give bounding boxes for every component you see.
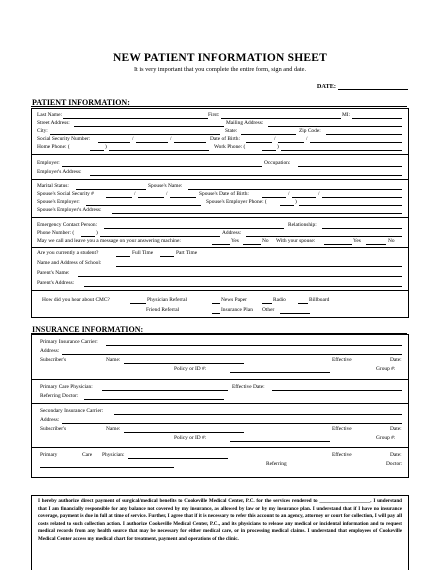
home-area-line[interactable] (90, 144, 104, 151)
first-name-line[interactable] (221, 112, 341, 119)
date-field (317, 82, 408, 90)
date-label: DATE: (316, 83, 336, 90)
spouse-name-line[interactable] (188, 183, 402, 190)
city-line[interactable] (50, 128, 220, 135)
primary-policy-line[interactable] (230, 366, 330, 373)
patient-section-rule (31, 106, 407, 107)
primary-address-label: Address: (40, 348, 60, 354)
spouse-name-label: Spouse's Name: (148, 183, 183, 189)
occupation-line[interactable] (298, 160, 402, 167)
spouse-ssn-line-3[interactable] (170, 191, 196, 198)
mailing-label: Mailing Address: (226, 120, 264, 126)
work-phone-label: Work Phone: ( (214, 144, 246, 150)
secondary-pcp-date-label: Date: (390, 452, 402, 458)
message-yes-label: Yes (231, 238, 239, 244)
part-time-line[interactable] (160, 250, 174, 257)
spouse-ssn-slash-2: / (166, 191, 168, 197)
dob-line-2[interactable] (278, 136, 304, 143)
pcp-effective-date-label: Effective Date: (232, 384, 265, 390)
message-no-label: No (262, 238, 269, 244)
ssn-slash-1: / (132, 136, 134, 142)
hear-question: How did you hear about CMC? (42, 297, 110, 303)
other-label: Other (262, 307, 275, 313)
ins-divider-2 (32, 403, 408, 404)
school-line[interactable] (116, 260, 402, 267)
dob-line-1[interactable] (246, 136, 272, 143)
other-line[interactable] (280, 307, 310, 314)
friend-referral-label: Friend Referral (146, 307, 180, 313)
insurance-plan-label: Insurance Plan (221, 307, 253, 313)
emergency-phone-line[interactable] (100, 230, 220, 237)
parent-address-line[interactable] (84, 280, 402, 287)
employer-label: Employer: (37, 160, 60, 166)
employer-address-line[interactable] (90, 169, 402, 176)
home-paren-close: ) (105, 144, 107, 150)
secondary-physician-label: Physician: (102, 452, 125, 458)
spouse-employer-paren: ) (295, 199, 297, 205)
divider-1 (32, 154, 408, 155)
spouse-dob-line-1[interactable] (262, 191, 286, 198)
insurance-box (31, 334, 409, 478)
full-time-label: Full Time (132, 250, 154, 256)
phone-number-label: Phone Number: ( (37, 230, 75, 236)
last-name-label: Last Name: (37, 112, 62, 118)
secondary-carrier-line[interactable] (114, 408, 402, 415)
primary-name-line[interactable] (124, 357, 244, 364)
secondary-subscribers-label: Subscriber's (40, 426, 67, 432)
spouse-yes-line[interactable] (324, 238, 352, 245)
ssn-line-3[interactable] (174, 136, 206, 143)
secondary-pcp-effective-label: Effective (332, 452, 352, 458)
primary-address-line[interactable] (62, 348, 402, 355)
dob-slash-1: / (274, 136, 276, 142)
mi-line[interactable] (352, 112, 402, 119)
zip-label: Zip Code: (299, 128, 321, 134)
secondary-name-line[interactable] (124, 426, 244, 433)
dob-slash-2: / (306, 136, 308, 142)
emergency-label: Emergency Contact Person: (37, 222, 98, 228)
parent-address-label: Parent's Address: (37, 280, 75, 286)
occupation-label: Occupation: (264, 160, 291, 166)
secondary-care-label: Care (82, 452, 93, 458)
pcp-effective-date-line[interactable] (272, 384, 402, 391)
full-time-line[interactable] (116, 250, 130, 257)
secondary-policy-line[interactable] (230, 435, 330, 442)
parent-name-line[interactable] (78, 270, 402, 277)
physician-referral-line[interactable] (130, 297, 146, 304)
primary-group-label: Group #: (376, 366, 396, 372)
home-phone-label: Home Phone: ( (37, 144, 70, 150)
home-phone-line[interactable] (109, 144, 209, 151)
emergency-line[interactable] (104, 222, 284, 229)
secondary-primary-label: Primary (40, 452, 58, 458)
emergency-paren: ) (96, 230, 98, 236)
emergency-area-line[interactable] (81, 230, 95, 237)
street-line[interactable] (74, 120, 224, 127)
emergency-address-line[interactable] (246, 230, 402, 237)
primary-effective-label: Effective (332, 357, 352, 363)
ssn-line-1[interactable] (98, 136, 130, 143)
radio-label: Radio (273, 297, 286, 303)
primary-care-line[interactable] (102, 384, 228, 391)
mailing-line[interactable] (268, 120, 402, 127)
spouse-dob-line-2[interactable] (292, 191, 316, 198)
spouse-employer-line[interactable] (86, 199, 201, 206)
employer-line[interactable] (62, 160, 262, 167)
spouse-dob-slash-1: / (288, 191, 290, 197)
primary-carrier-line[interactable] (106, 339, 402, 346)
spouse-yes-label: Yes (353, 238, 361, 244)
zip-line[interactable] (326, 128, 402, 135)
parent-name-label: Parent's Name: (37, 270, 70, 276)
spouse-ssn-line-2[interactable] (138, 191, 164, 198)
secondary-extra-line[interactable] (40, 461, 174, 468)
spouse-employer-phone-line[interactable] (299, 199, 402, 206)
primary-care-label: Primary Care Physician: (40, 384, 93, 390)
city-label: City: (37, 128, 48, 134)
news-paper-label: News Paper (221, 297, 247, 303)
divider-2 (32, 179, 408, 180)
spouse-employer-address-label: Spouse's Employer's Address: (37, 207, 102, 213)
ssn-line-2[interactable] (136, 136, 168, 143)
secondary-referring-label: Referring (266, 461, 287, 467)
emergency-address-label: Address: (222, 230, 242, 236)
relationship-line[interactable] (322, 222, 402, 229)
secondary-address-label: Address: (40, 417, 60, 423)
secondary-policy-label: Policy or ID #: (174, 435, 207, 441)
spouse-no-line[interactable] (366, 238, 386, 245)
primary-subscribers-label: Subscriber's (40, 357, 67, 363)
dob-line-3[interactable] (310, 136, 402, 143)
primary-name-label: Name: (106, 357, 121, 363)
news-paper-line[interactable] (212, 297, 220, 304)
radio-line[interactable] (262, 297, 272, 304)
school-label: Name and Address of School: (37, 260, 102, 266)
marital-label: Marital Status: (37, 183, 69, 189)
ins-divider-3 (32, 447, 408, 448)
insurance-section-title: INSURANCE INFORMATION: (32, 325, 144, 334)
divider-3 (32, 217, 408, 218)
spouse-dob-label: Spouse's Date of Birth: (199, 191, 249, 197)
state-line[interactable] (241, 128, 296, 135)
patient-section-title: PATIENT INFORMATION: (32, 98, 130, 107)
primary-date-label: Date: (390, 357, 402, 363)
secondary-date-label: Date: (390, 426, 402, 432)
first-name-label: First: (208, 112, 220, 118)
secondary-name-label: Name: (106, 426, 121, 432)
ssn-slash-2: / (170, 136, 172, 142)
spouse-employer-area-line[interactable] (280, 199, 294, 206)
spouse-ssn-label: Spouse's Social Security # (37, 191, 94, 197)
patient-box (31, 108, 409, 318)
ssn-label: Social Security Number: (37, 136, 91, 142)
spouse-employer-label: Spouse's Employer: (37, 199, 80, 205)
with-spouse-label: With your spouse: (276, 238, 316, 244)
message-yes-line[interactable] (212, 238, 230, 245)
date-input-line[interactable] (338, 82, 408, 90)
referring-doctor-label: Referring Doctor: (40, 393, 79, 399)
dob-label: Date of Birth: (210, 136, 240, 142)
spouse-employer-address-line[interactable] (112, 207, 402, 214)
secondary-carrier-label: Secondary Insurance Carrier: (40, 408, 104, 414)
primary-policy-label: Policy or ID #: (174, 366, 207, 372)
divider-4 (32, 247, 408, 248)
authorization-box (31, 495, 409, 570)
spouse-ssn-slash-1: / (134, 191, 136, 197)
last-name-line[interactable] (63, 112, 208, 119)
divider-5 (32, 290, 408, 291)
insurance-plan-line[interactable] (212, 307, 220, 314)
message-no-line[interactable] (243, 238, 261, 245)
secondary-group-label: Group #: (376, 435, 396, 441)
part-time-label: Part Time (176, 250, 198, 256)
spouse-employer-phone-label: Spouse's Employer Phone: ( (206, 199, 267, 205)
work-paren-close: ) (277, 144, 279, 150)
mi-label: MI: (342, 112, 351, 118)
marital-line[interactable] (76, 183, 146, 190)
billboard-line[interactable] (298, 297, 308, 304)
secondary-address-line[interactable] (62, 417, 402, 424)
secondary-doctor-label: Doctor: (386, 461, 403, 467)
ins-divider-1 (32, 379, 408, 380)
work-area-line[interactable] (262, 144, 276, 151)
secondary-physician-line[interactable] (128, 452, 228, 459)
spouse-dob-slash-2: / (318, 191, 320, 197)
spouse-ssn-line-1[interactable] (106, 191, 132, 198)
spouse-dob-line-3[interactable] (322, 191, 402, 198)
message-question: May we call and leave you a message on your answering machine: (37, 238, 181, 244)
relationship-label: Relationship: (288, 222, 317, 228)
form-title: NEW PATIENT INFORMATION SHEET (112, 52, 327, 64)
spouse-no-label: No (388, 238, 395, 244)
referring-doctor-line[interactable] (84, 393, 224, 400)
work-phone-line[interactable] (281, 144, 402, 151)
employer-address-label: Employer's Address: (37, 169, 82, 175)
student-question: Are you currently a student? (37, 250, 99, 256)
street-label: Street Address: (37, 120, 70, 126)
form-subtitle: It is very important that you complete the entire form, sign and date. (133, 66, 307, 73)
state-label: State: (225, 128, 238, 134)
secondary-effective-label: Effective (332, 426, 352, 432)
primary-carrier-label: Primary Insurance Carrier: (40, 339, 98, 345)
physician-referral-label: Physician Referral (147, 297, 187, 303)
authorization-text: I hereby authorize direct payment of surgical/medical benefits to Cookeville Medical Center, P.C. for the services rendered to ____________________. I understand that I am financially responsible for any balance not covered by my insurance, as allowed by law or by my insurance plan. I understand that if I have no insurance coverage, payment is due in full at time of service. Further, I agree that if it is necessary to refer this account to an agency, attorney or court for collection, I will pay all costs related to such collection action. I authorize Cookeville Medical Center, P.C., and its physicians to release any medical or incidental information and to request medical records from any health source that may be necessary for either medical care, or in processing medical claims. I understand that employees of Cookeville Medical Center access my medical chart for treatment, payment and operations of the clinic. (38, 498, 402, 542)
billboard-label: Billboard (309, 297, 330, 303)
